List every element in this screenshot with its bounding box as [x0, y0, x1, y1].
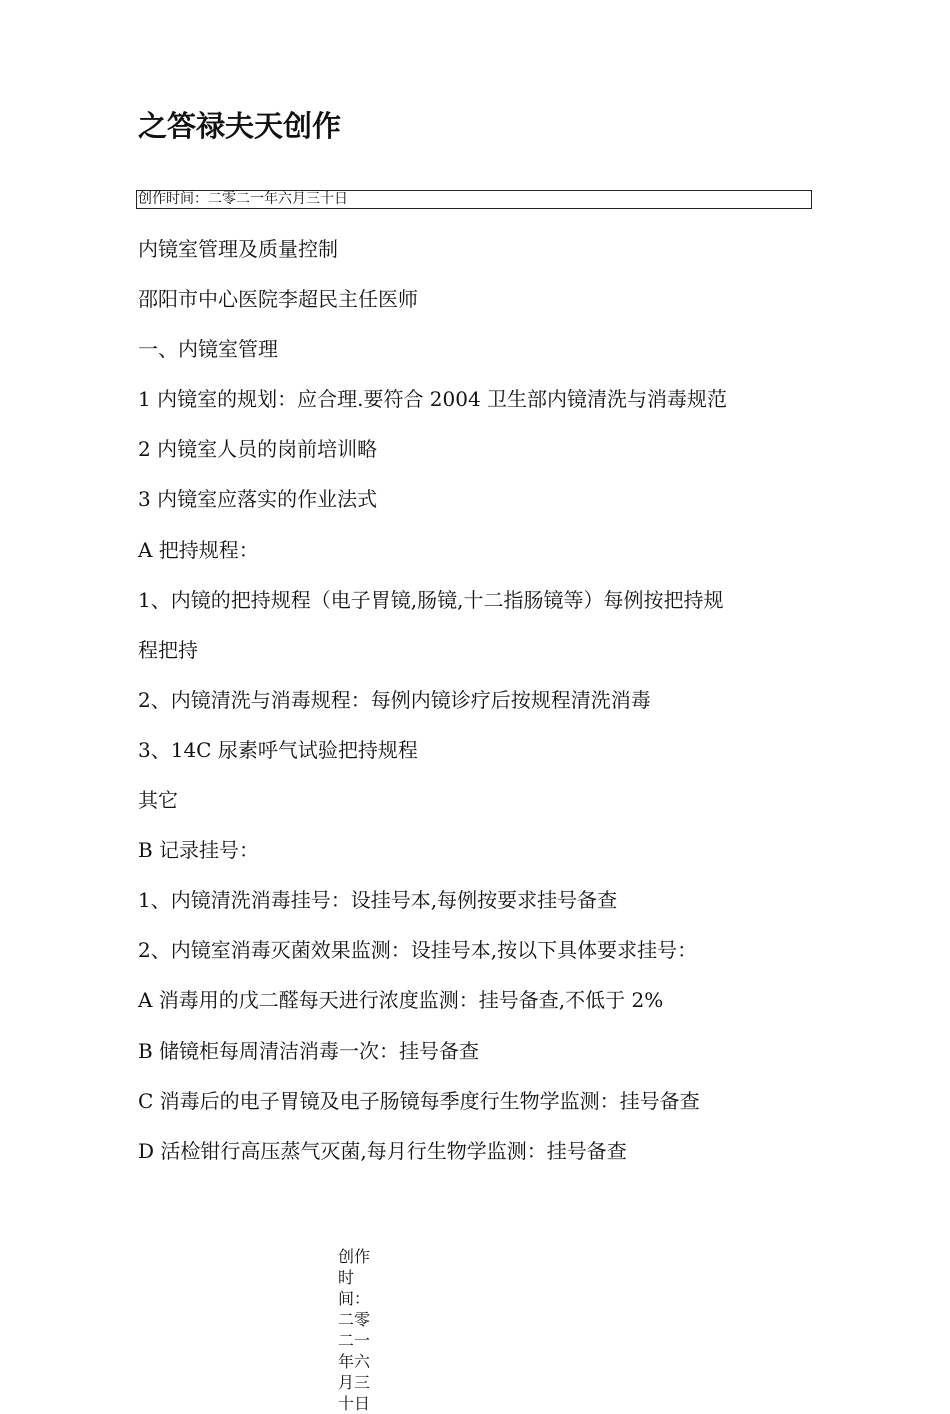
- body-line: A 把持规程：: [138, 537, 259, 562]
- footer-creation-time: 创作时间：二零二一年六月三十日: [338, 1247, 371, 1413]
- document-heading: 之答禄夫天创作: [138, 109, 342, 143]
- body-line-section-1: 一、内镜室管理: [138, 337, 278, 362]
- body-line: B 储镜柜每周清洁消毒一次：挂号备查: [138, 1038, 480, 1063]
- body-line: 2 内镜室人员的岗前培训略: [138, 437, 378, 462]
- creation-time-box: 创作时间：二零二一年六月三十日: [136, 190, 812, 209]
- body-line: 2、内镜室消毒灭菌效果监测：设挂号本,按以下具体要求挂号：: [138, 938, 698, 963]
- body-line: 程把持: [138, 637, 198, 662]
- body-line: 其它: [138, 788, 178, 813]
- body-line: 1、内镜清洗消毒挂号：设挂号本,每例按要求挂号备查: [138, 888, 618, 913]
- body-line: D 活检钳行高压蒸气灭菌,每月行生物学监测：挂号备查: [138, 1138, 627, 1163]
- body-line-title: 内镜室管理及质量控制: [138, 237, 338, 261]
- body-line: C 消毒后的电子胃镜及电子肠镜每季度行生物学监测：挂号备查: [138, 1088, 700, 1113]
- body-line: 1 内镜室的规划：应合理.要符合 2004 卫生部内镜清洗与消毒规范: [138, 387, 728, 412]
- body-line: 1、内镜的把持规程（电子胃镜,肠镜,十二指肠镜等）每例按把持规: [138, 587, 724, 612]
- body-line: B 记录挂号：: [138, 838, 260, 863]
- body-line: 3 内镜室应落实的作业法式: [138, 487, 378, 512]
- body-line: 3、14C 尿素呼气试验把持规程: [138, 737, 418, 762]
- body-line: 2、内镜清洗与消毒规程：每例内镜诊疗后按规程清洗消毒: [138, 687, 651, 712]
- document-body: [138, 231, 818, 1183]
- body-line-author: 邵阳市中心医院李超民主任医师: [138, 287, 418, 312]
- body-line: A 消毒用的戊二醛每天进行浓度监测：挂号备查,不低于 2%: [138, 988, 664, 1013]
